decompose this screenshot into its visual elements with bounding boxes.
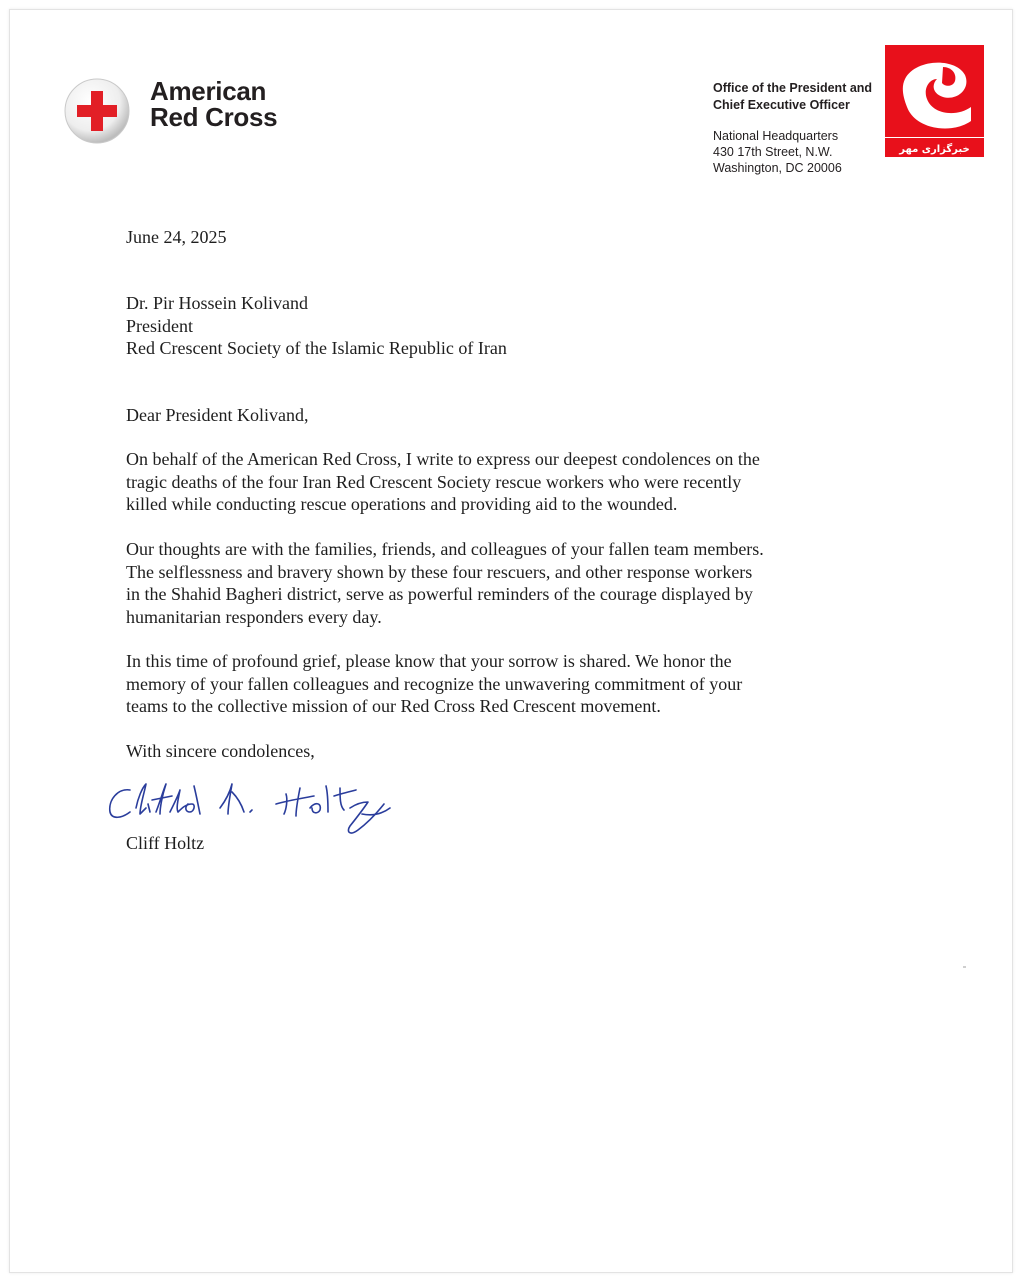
paragraph-line: The selflessness and bravery shown by these four rescuers, and other response workers [126,561,753,582]
paragraph-line: In this time of profound grief, please know that your sorrow is shared. We honor the [126,651,732,671]
recipient-block [126,292,507,360]
address-line-2: 430 17th Street, N.W. [713,145,833,159]
paragraph-3 [126,650,742,718]
address-line-3: Washington, DC 20006 [713,161,842,175]
paragraph-line: tragic deaths of the four Iran Red Crescent Society rescue workers who were recently [126,471,742,492]
paragraph-line: memory of your fallen colleagues and recognize the unwavering commitment of your [126,673,743,694]
salutation: Dear President Kolivand, [126,405,309,425]
office-title-line-2: Chief Executive Officer [713,98,850,112]
paragraph-1 [126,448,760,516]
closing: With sincere condolences, [126,741,315,761]
letter-date: June 24, 2025 [126,227,227,247]
red-cross-emblem-icon [64,78,130,144]
office-header [713,80,883,176]
recipient-line: President [126,315,193,336]
scan-speck [963,966,966,968]
paragraph-line: Our thoughts are with the families, friends, and colleagues of your fallen team members. [126,539,764,559]
paragraph-line: On behalf of the American Red Cross, I write to express our deepest condolences on the [126,449,760,469]
watermark-caption: خبرگزاری مهر [899,144,970,155]
office-title-line-1: Office of the President and [713,81,873,95]
recipient-line: Red Crescent Society of the Islamic Republic of Iran [126,338,507,358]
address-block [713,128,883,176]
signer-name: Cliff Holtz [126,833,205,853]
mehr-news-watermark-icon [885,45,984,157]
recipient-line: Dr. Pir Hossein Kolivand [126,293,308,313]
address-line-1: National Headquarters [713,129,839,143]
paragraph-2 [126,538,764,628]
paragraph-line: in the Shahid Bagheri district, serve as powerful reminders of the courage displayed by [126,584,753,604]
letter-paper [9,9,1013,1273]
logo-line-2: Red Cross [150,102,278,132]
paragraph-line: teams to the collective mission of our Red Cross Red Crescent movement. [126,696,661,716]
handwritten-signature [100,774,400,840]
american-red-cross-logo [64,72,304,148]
paragraph-line: killed while conducting rescue operations and providing aid to the wounded. [126,494,678,514]
paragraph-line: humanitarian responders every day. [126,606,382,627]
logo-wordmark [150,78,277,130]
logo-line-1: American [150,76,267,106]
